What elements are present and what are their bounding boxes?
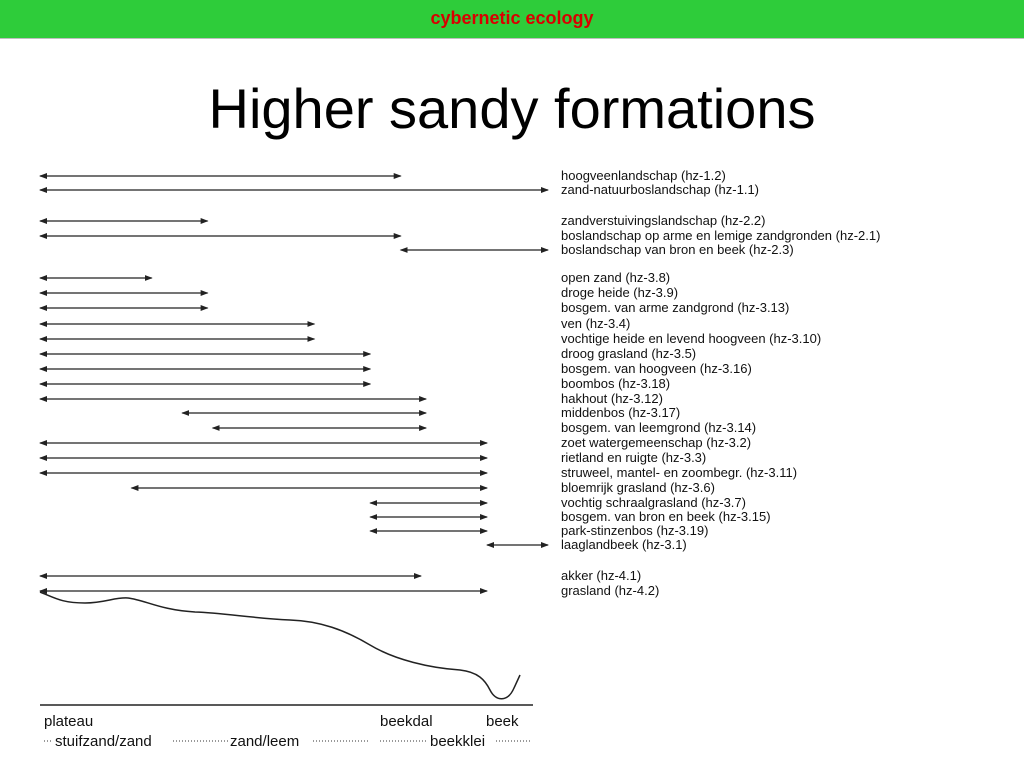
label-beek: beek [486, 713, 519, 730]
terrain-profile [40, 592, 520, 699]
range-label: park-stinzenbos (hz-3.19) [561, 523, 709, 538]
range-label: open zand (hz-3.8) [561, 270, 671, 285]
range-label: droge heide (hz-3.9) [561, 285, 679, 300]
range-label: bosgem. van leemgrond (hz-3.14) [561, 420, 757, 435]
rows-layer [40, 168, 880, 598]
range-label: vochtig schraalgrasland (hz-3.7) [561, 495, 746, 510]
banner-text: cybernetic ecology [430, 8, 594, 28]
label-stuifzand: stuifzand/zand [55, 733, 152, 750]
range-label: hoogveenlandschap (hz-1.2) [561, 168, 726, 183]
range-label: rietland en ruigte (hz-3.3) [561, 450, 707, 465]
range-label: ven (hz-3.4) [561, 316, 631, 331]
range-label: boslandschap van bron en beek (hz-2.3) [561, 242, 794, 257]
slide-title: Higher sandy formations [208, 77, 816, 140]
range-label: zandverstuivingslandschap (hz-2.2) [561, 213, 766, 228]
range-label: bosgem. van hoogveen (hz-3.16) [561, 361, 752, 376]
range-label: bosgem. van arme zandgrond (hz-3.13) [561, 300, 790, 315]
label-zandleem: zand/leem [230, 733, 300, 750]
label-plateau: plateau [44, 713, 94, 730]
range-label: boombos (hz-3.18) [561, 376, 671, 391]
range-label: struweel, mantel- en zoombegr. (hz-3.11) [561, 465, 798, 480]
range-label: bloemrijk grasland (hz-3.6) [561, 480, 715, 495]
label-beekklei: beekklei [430, 733, 486, 750]
range-label: hakhout (hz-3.12) [561, 391, 663, 406]
range-label: laaglandbeek (hz-3.1) [561, 537, 687, 552]
range-label: bosgem. van bron en beek (hz-3.15) [561, 509, 771, 524]
range-label: akker (hz-4.1) [561, 568, 642, 583]
range-label: grasland (hz-4.2) [561, 583, 660, 598]
range-label: zand-natuurboslandschap (hz-1.1) [561, 182, 760, 197]
range-label: boslandschap op arme en lemige zandgronden (hz-2.1) [561, 228, 881, 243]
range-label: middenbos (hz-3.17) [561, 405, 681, 420]
range-label: droog grasland (hz-3.5) [561, 346, 697, 361]
range-label: zoet watergemeenschap (hz-3.2) [561, 435, 752, 450]
label-beekdal: beekdal [380, 713, 433, 730]
range-label: vochtige heide en levend hoogveen (hz-3.10) [561, 331, 822, 346]
